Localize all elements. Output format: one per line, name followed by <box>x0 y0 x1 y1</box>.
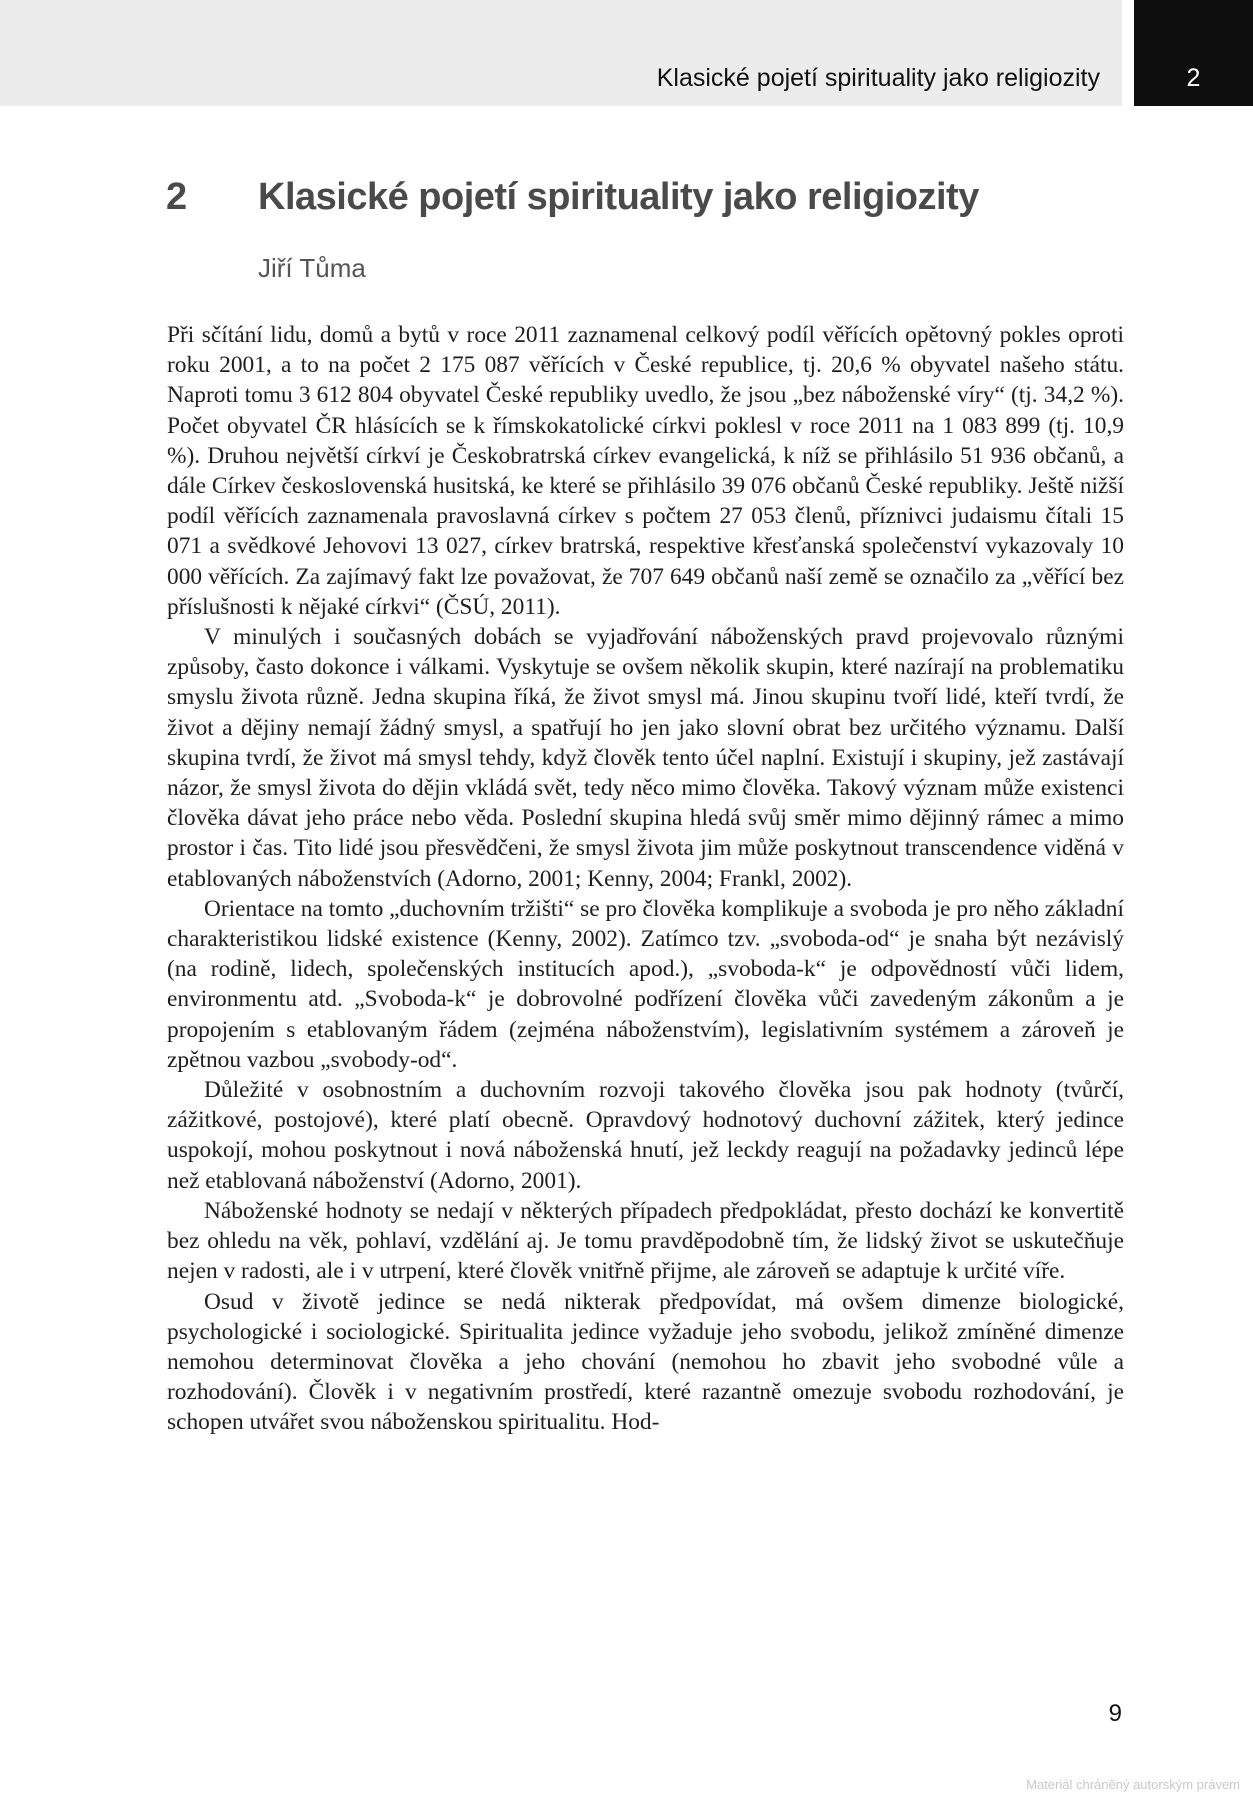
paragraph: Osud v životě jedince se nedá nikterak předpovídat, má ovšem dimenze biologické, psychologické i sociologické. Spiritualita jedince vyžaduje jeho svobodu, jelikož zmíněné dimenze nemohou determinovat člověka a jeho chování (nemohou ho zbavit jeho svobodné vůle a rozhodování). Člověk i v negativním prostředí, které razantně omezuje svobodu rozhodování, je schopen utvářet svou náboženskou spiritualitu. Hod- <box>167 1288 1124 1436</box>
body-text <box>167 320 1124 1438</box>
paragraph: Důležité v osobnostním a duchovním rozvoji takového člověka jsou pak hodnoty (tvůrčí, zážitkové, postojové), které platí obecně. Opravdový hodnotový duchovní zážitek, který jedince uspokojí, mohou poskytnout i nová náboženská hnutí, jež leckdy reagují na požadavky jedinců lépe než etablovaná náboženství (Adorno, 2001). <box>167 1077 1124 1194</box>
paragraph: V minulých i současných dobách se vyjadřování náboženských pravd projevovalo různými způsoby, často dokonce i válkami. Vyskytuje se ovšem několik skupin, které nazírají na problematiku smyslu života různě. Jedna skupina říká, že život smysl má. Jinou skupinu tvoří lidé, kteří tvrdí, že život a dějiny nemají žádný smysl, a spatřují ho jen jako slovní obrat bez určitého významu. Další skupina tvrdí, že život má smysl tehdy, když člověk tento účel naplní. Existují i skupiny, jež zastávají názor, že smysl života do dějin vkládá svět, tedy něco mimo člověka. Takový význam může existenci člověka dávat jeho práce nebo věda. Poslední skupina hledá svůj směr mimo dějinný rámec a mimo prostor i čas. Tito lidé jsou přesvědčeni, že smysl života jim může poskytnout transcendence viděná v etablovaných náboženstvích (Adorno, 2001; Kenny, 2004; Frankl, 2002). <box>167 624 1124 892</box>
chapter-tab-number: 2 <box>1186 64 1201 92</box>
copyright-watermark: Materiál chráněný autorským právem <box>1026 1777 1240 1792</box>
paragraph: Při sčítání lidu, domů a bytů v roce 2011 zaznamenal celkový podíl věřících opětovný pokles oproti roku 2001, a to na počet 2 175 087 věřících v České republice, tj. 20,6 % obyvatel našeho státu. Naproti tomu 3 612 804 obyvatel České republiky uvedlo, že jsou „bez náboženské víry“ (tj. 34,2 %). Počet obyvatel ČR hlásících se k římskokatolické církvi poklesl v roce 2011 na 1 083 899 (tj. 10,9 %). Druhou největší církví je Českobratrská církev evangelická, k níž se přihlásilo 51 936 občanů, a dále Církev československá husitská, ke které se přihlásilo 39 076 občanů České republiky. Ještě nižší podíl věřících zaznamenala pravoslavná církev s počtem 27 053 členů, příznivci judaismu čítali 15 071 a svědkové Jehovovi 13 027, církev bratrská, respektive křesťanská společenství vykazovaly 10 000 věřících. Za zajímavý fakt lze považovat, že 707 649 občanů naší země se označilo za „věřící bez příslušnosti k nějaké církvi“ (ČSÚ, 2011). <box>167 322 1124 620</box>
paragraph: Orientace na tomto „duchovním tržišti“ se pro člověka komplikuje a svoboda je pro něho základní charakteristikou lidské existence (Kenny, 2002). Zatímco tzv. „svoboda-od“ je snaha být nezávislý (na rodině, lidech, společenských institucích apod.), „svoboda-k“ je odpovědností vůči lidem, environmentu atd. „Svoboda-k“ je dobrovolné podřízení člověka vůči zavedeným zákonům a je propojením s etablovaným řádem (zejména náboženstvím), legislativním systémem a zároveň je zpětnou vazbou „svobody-od“. <box>167 895 1124 1073</box>
chapter-tab <box>1134 0 1253 106</box>
chapter-number: 2 <box>166 176 187 218</box>
chapter-heading <box>166 176 979 219</box>
chapter-title: Klasické pojetí spirituality jako religiozity <box>258 176 979 218</box>
running-header-title: Klasické pojetí spirituality jako religiozity <box>656 64 1100 92</box>
page-number: 9 <box>1108 1700 1122 1727</box>
running-header <box>0 0 1122 106</box>
chapter-author: Jiří Tůma <box>258 253 366 283</box>
paragraph: Náboženské hodnoty se nedají v některých případech předpokládat, přesto dochází ke konvertitě bez ohledu na věk, pohlaví, vzdělání aj. Je tomu pravděpodobně tím, že lidský život se uskutečňuje nejen v radosti, ale i v utrpení, které člověk vnitřně přijme, ale zároveň se adaptuje k určité víře. <box>167 1197 1124 1285</box>
